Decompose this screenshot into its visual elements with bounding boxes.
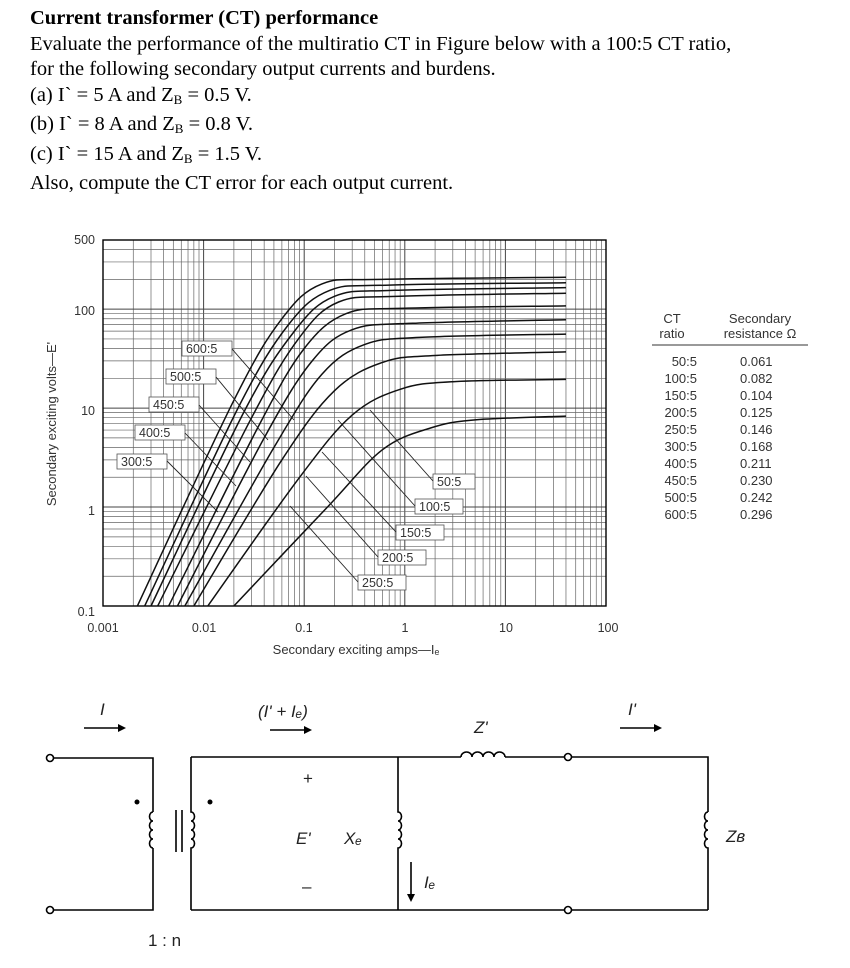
- curve-label-450: 450:5: [153, 398, 185, 412]
- table-ratio: 400:5: [664, 456, 697, 471]
- resistance-table: [652, 311, 808, 522]
- output-terminal-bottom: [565, 907, 572, 914]
- table-ratio: 250:5: [664, 422, 697, 437]
- table-resistance: 0.125: [740, 405, 773, 420]
- leader-150: [322, 452, 396, 532]
- leader-50: [370, 410, 433, 481]
- polarity-dot-secondary: [208, 800, 213, 805]
- curve-150-5: [194, 352, 566, 606]
- label-Eprime: E': [296, 829, 311, 848]
- table-ratio: 200:5: [664, 405, 697, 420]
- y-tick-1: 1: [88, 504, 95, 518]
- leader-250: [290, 506, 358, 582]
- curve-label-200: 200:5: [382, 551, 414, 565]
- y-tick-100: 100: [74, 304, 95, 318]
- label-Iprime: I': [628, 700, 636, 719]
- table-resistance: 0.146: [740, 422, 773, 437]
- table-resistance: 0.211: [740, 456, 772, 471]
- label-I: I: [100, 700, 105, 719]
- chart-curves: [137, 277, 566, 606]
- case-c: (c) I` = 15 A and $Z_B = 1.5$ V.: [30, 142, 263, 166]
- problem-intro-line-2: for the following secondary output currents and burdens.: [30, 58, 496, 80]
- curve-label-250: 250:5: [362, 576, 394, 590]
- table-resistance: 0.242: [740, 490, 773, 505]
- label-sum: (I' + Iₑ): [258, 702, 308, 721]
- table-resistance: 0.296: [740, 507, 773, 522]
- table-ratio: 500:5: [664, 490, 697, 505]
- table-ratio: 600:5: [664, 507, 697, 522]
- label-ZB: Zʙ: [726, 827, 746, 846]
- curve-label-50: 50:5: [437, 475, 462, 489]
- x-tick-0.001: 0.001: [87, 621, 119, 635]
- current-arrows: [84, 724, 662, 902]
- problem-intro-line-1: Evaluate the performance of the multiratio CT in Figure below with a 100:5 CT ratio,: [30, 32, 732, 55]
- y-tick-500: 500: [74, 233, 95, 247]
- curve-600-5: [137, 277, 566, 606]
- table-ratio: 300:5: [664, 439, 697, 454]
- y-tick-labels: [74, 233, 95, 619]
- y-axis-label: Secondary exciting volts—E': [44, 341, 59, 507]
- problem-closing: Also, compute the CT error for each output current.: [30, 172, 454, 194]
- z-prime-inductor: [461, 752, 505, 757]
- table-resistance: 0.230: [740, 473, 773, 488]
- y-tick-0.1: 0.1: [77, 605, 95, 619]
- table-header-ratio: ratio: [659, 326, 685, 341]
- right-curve-labels: [358, 474, 475, 590]
- table-resistance: 0.082: [740, 371, 773, 386]
- output-terminal-top: [565, 754, 572, 761]
- x-tick-labels: [87, 621, 618, 635]
- curve-label-500: 500:5: [170, 370, 202, 384]
- label-minus: –: [302, 877, 312, 896]
- x-tick-0.01: 0.01: [191, 621, 217, 635]
- table-ratio: 150:5: [664, 388, 697, 403]
- curve-label-400: 400:5: [139, 426, 171, 440]
- problem-title: Current transformer (CT) performance: [30, 7, 379, 29]
- curve-250-5: [178, 320, 567, 606]
- primary-terminal-bottom: [47, 907, 54, 914]
- curve-label-150: 150:5: [400, 526, 432, 540]
- primary-coil: [150, 812, 154, 848]
- x-axis-label: Secondary exciting amps—Iₑ: [272, 642, 440, 657]
- table-rows: [664, 354, 772, 522]
- table-resistance: 0.168: [740, 439, 773, 454]
- table-header-secondary: Secondary: [728, 311, 792, 326]
- arrow-sum-head: [304, 726, 312, 734]
- table-header-ct: CT: [663, 311, 681, 326]
- table-ratio: 100:5: [664, 371, 697, 386]
- curve-label-100: 100:5: [419, 500, 451, 514]
- table-resistance: 0.061: [740, 354, 773, 369]
- y-tick-10: 10: [81, 404, 95, 418]
- left-curve-labels: [117, 341, 232, 469]
- circuit-labels: [100, 700, 745, 950]
- leader-100: [338, 420, 415, 506]
- label-Xe: Xₑ: [344, 829, 362, 848]
- label-plus: +: [303, 769, 313, 788]
- primary-lead-bottom: [53, 848, 153, 910]
- polarity-dot-primary: [135, 800, 140, 805]
- secondary-coil: [191, 757, 195, 910]
- table-resistance: 0.104: [740, 388, 773, 403]
- curve-200-5: [185, 334, 566, 606]
- top-rail-right: [571, 757, 708, 812]
- arrow-I-head: [118, 724, 126, 732]
- curve-label-300: 300:5: [121, 455, 153, 469]
- chart-grid: [103, 240, 606, 606]
- case-b: (b) I` = 8 A and $Z_B = 0.8$ V.: [30, 113, 253, 136]
- x-tick-1: 1: [401, 621, 409, 635]
- table-header-resistance: resistance Ω: [723, 326, 797, 341]
- case-a: (a) I` = 5 A and $Z_B = 0.5$ V.: [30, 83, 252, 107]
- curve-label-600: 600:5: [186, 342, 218, 356]
- x-tick-10: 10: [499, 621, 513, 635]
- label-turns-ratio: 1 : n: [148, 931, 182, 950]
- x-tick-0.1: 0.1: [295, 621, 313, 635]
- circuit-diagram: [47, 724, 709, 914]
- table-ratio: 50:5: [671, 354, 697, 369]
- burden-coil: [705, 812, 709, 910]
- plot-frame: [103, 240, 606, 606]
- x-tick-100: 100: [597, 621, 619, 635]
- arrow-Ie-head: [407, 894, 415, 902]
- table-ratio: 450:5: [664, 473, 697, 488]
- arrow-Iprime-head: [654, 724, 662, 732]
- label-Ie: Iₑ: [424, 873, 436, 892]
- excitation-chart: [44, 233, 808, 657]
- primary-terminal-top: [47, 755, 54, 762]
- label-Zprime: Z': [474, 718, 488, 737]
- xe-coil: [398, 757, 402, 910]
